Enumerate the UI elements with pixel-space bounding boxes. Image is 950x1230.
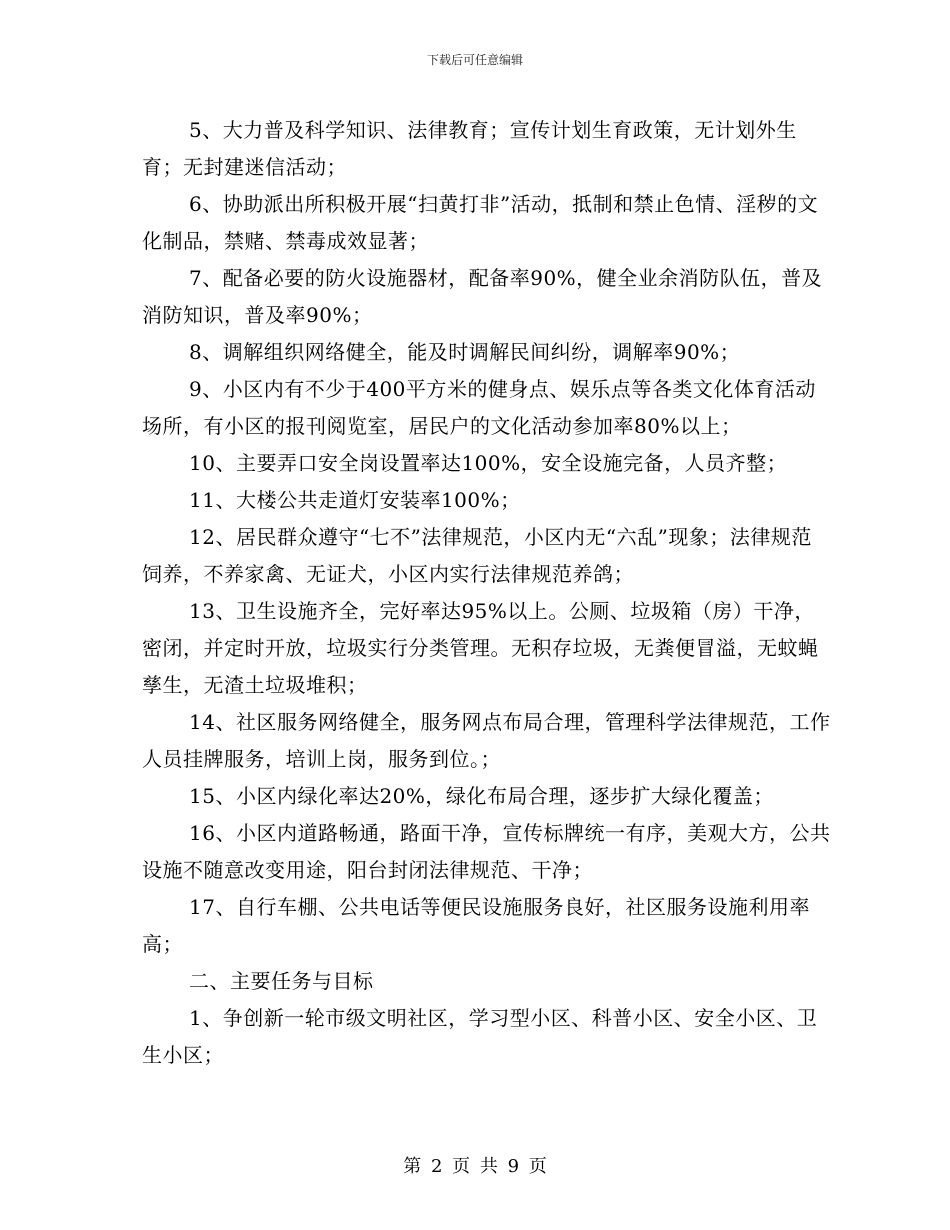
task-item-1: 1、争创新一轮市级文明社区，学习型小区、科普小区、安全小区、卫生小区； xyxy=(142,1006,818,1067)
paragraph-item-13: 13、卫生设施齐全，完好率达95%以上。公厕、垃圾箱（房）干净，密闭，并定时开放，垃圾实行分类管理。无积存垃圾，无粪便冒溢，无蚊蝇孳生，无渣土垃圾堆积； xyxy=(142,599,819,697)
paragraph-item-16: 16、小区内道路畅通，路面干净，宣传标牌统一有序，美观大方，公共设施不随意改变用途，阳台封闭法律规范、干净； xyxy=(142,821,831,882)
paragraph-item-6: 6、协助派出所积极开展“扫黄打非”活动，抵制和禁止色情、淫秽的文化制品，禁赌、禁毒成效显著； xyxy=(142,192,819,253)
paragraph-item-9: 9、小区内有不少于400平方米的健身点、娱乐点等各类文化体育活动场所，有小区的报刊阅览室，居民户的文化活动参加率80%以上； xyxy=(142,377,816,438)
paragraph-item-5: 5、大力普及科学知识、法律教育；宣传计划生育政策，无计划外生育；无封建迷信活动； xyxy=(142,118,797,179)
paragraph-item-14: 14、社区服务网络健全，服务网点布局合理，管理科学法律规范，工作人员挂牌服务，培训上岗，服务到位。； xyxy=(142,710,831,771)
paragraph-item-7: 7、配备必要的防火设施器材，配备率90%，健全业余消防队伍，普及消防知识，普及率90%； xyxy=(142,266,823,327)
page-header: 下载后可任意编辑 xyxy=(426,53,523,67)
paragraph-item-12: 12、居民群众遵守“七不”法律规范，小区内无“六乱”现象；法律规范饲养，不养家禽、无证犬，小区内实行法律规范养鸽； xyxy=(142,525,812,586)
paragraph-item-15: 15、小区内绿化率达20%，绿化布局合理，逐步扩大绿化覆盖； xyxy=(189,784,774,808)
document-body xyxy=(142,112,832,1074)
paragraph-item-8: 8、调解组织网络健全，能及时调解民间纠纷，调解率90%； xyxy=(189,340,741,364)
paragraph-item-10: 10、主要弄口安全岗设置率达100%，安全设施完备，人员齐整； xyxy=(189,451,788,475)
paragraph-item-17: 17、自行车棚、公共电话等便民设施服务良好，社区服务设施利用率高； xyxy=(142,895,810,956)
section-heading: 二、主要任务与目标 xyxy=(189,969,374,993)
page-number: 第 2 页 共 9 页 xyxy=(403,1156,547,1177)
paragraph-item-11: 11、大楼公共走道灯安装率100%； xyxy=(189,488,521,512)
